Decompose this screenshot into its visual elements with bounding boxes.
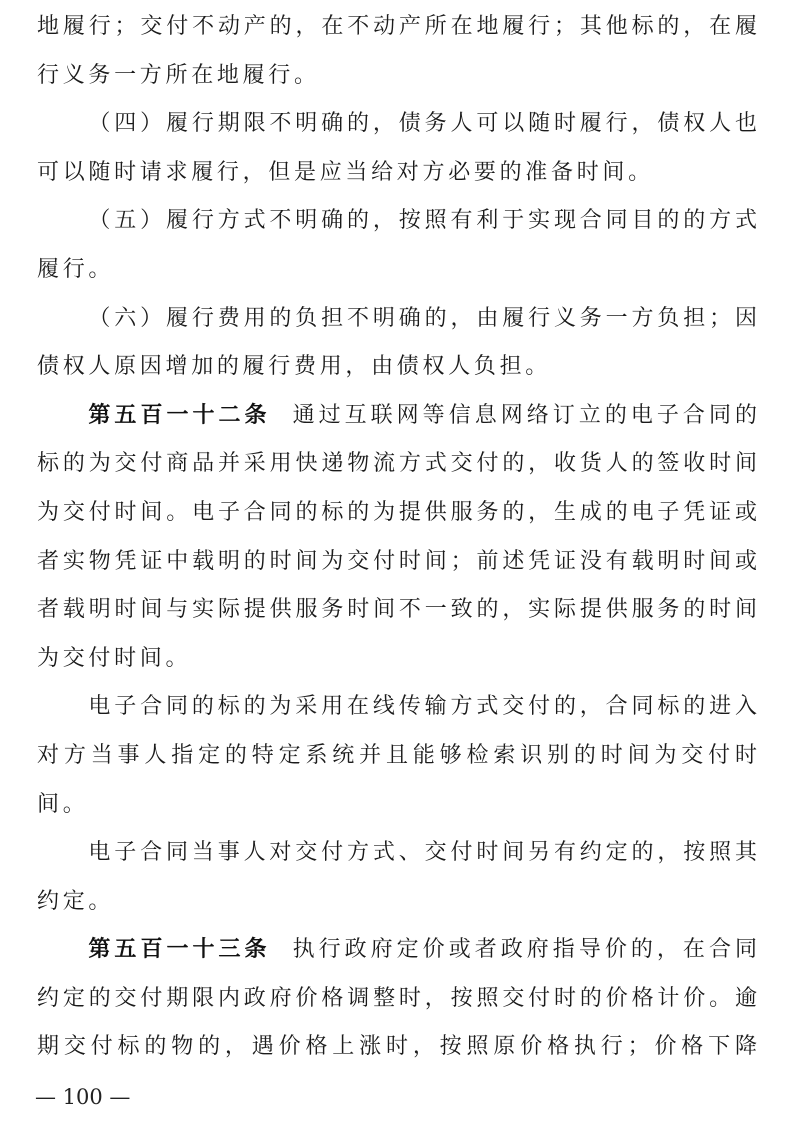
text-line: 者实物凭证中载明的时间为交付时间；前述凭证没有载明时间或 bbox=[37, 548, 757, 574]
text-line: 可以随时请求履行，但是应当给对方必要的准备时间。 bbox=[37, 159, 654, 185]
article-heading: 第五百一十三条 bbox=[88, 937, 271, 963]
text-line: （五）履行方式不明确的，按照有利于实现合同目的的方式 bbox=[88, 208, 757, 234]
text-line: 期交付标的物的，遇价格上涨时，按照原价格执行；价格下降 bbox=[37, 1034, 757, 1060]
page-body bbox=[37, 3, 757, 1072]
text-line: 履行。 bbox=[37, 256, 115, 282]
text-line: 电子合同当事人对交付方式、交付时间另有约定的，按照其 bbox=[88, 840, 757, 866]
page-number: — 100 — bbox=[35, 1085, 131, 1109]
article-first-line bbox=[37, 926, 757, 975]
continuation-paragraph bbox=[37, 3, 757, 100]
text-line: 者载明时间与实际提供服务时间不一致的，实际提供服务的时间 bbox=[37, 597, 757, 623]
text-line: 为交付时间。电子合同的标的为提供服务的，生成的电子凭证或 bbox=[37, 499, 757, 525]
article-first-line bbox=[37, 392, 757, 441]
article-text: 执行政府定价或者政府指导价的，在合同 bbox=[292, 937, 757, 963]
paragraph bbox=[37, 683, 757, 829]
text-line: 间。 bbox=[37, 791, 89, 817]
text-line: 约定。 bbox=[37, 888, 115, 914]
text-line: 行义务一方所在地履行。 bbox=[37, 62, 320, 88]
article-text: 通过互联网等信息网络订立的电子合同的 bbox=[292, 402, 757, 428]
text-line: 对方当事人指定的特定系统并且能够检索识别的时间为交付时 bbox=[37, 742, 757, 768]
article-513 bbox=[37, 926, 757, 1072]
paragraph bbox=[37, 829, 757, 926]
text-line: 债权人原因增加的履行费用，由债权人负担。 bbox=[37, 354, 552, 380]
clause-item-4 bbox=[37, 100, 757, 197]
text-line: 电子合同的标的为采用在线传输方式交付的，合同标的进入 bbox=[88, 694, 757, 720]
text-line: （六）履行费用的负担不明确的，由履行义务一方负担；因 bbox=[88, 305, 757, 331]
clause-item-5 bbox=[37, 197, 757, 294]
article-heading: 第五百一十二条 bbox=[88, 402, 271, 428]
clause-item-6 bbox=[37, 295, 757, 392]
text-line: 为交付时间。 bbox=[37, 645, 192, 671]
text-line: 约定的交付期限内政府价格调整时，按照交付时的价格计价。逾 bbox=[37, 985, 757, 1011]
text-line: 地履行；交付不动产的，在不动产所在地履行；其他标的，在履 bbox=[37, 14, 757, 39]
text-line: （四）履行期限不明确的，债务人可以随时履行，债权人也 bbox=[88, 111, 757, 137]
text-line: 标的为交付商品并采用快递物流方式交付的，收货人的签收时间 bbox=[37, 451, 757, 477]
article-512 bbox=[37, 392, 757, 684]
